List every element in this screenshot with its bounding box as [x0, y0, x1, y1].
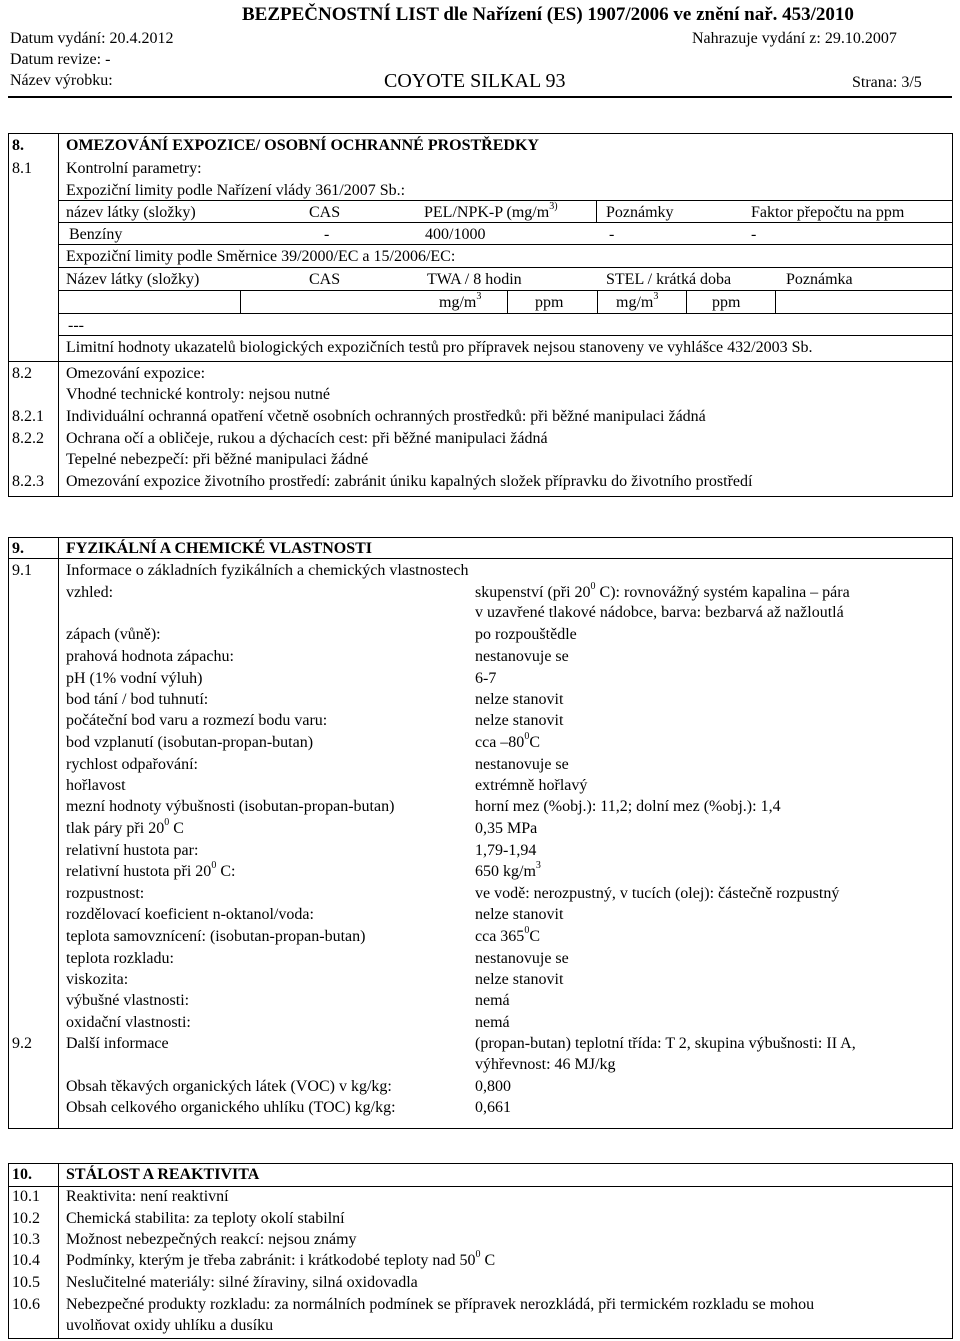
property-value: v uzavřené tlakové nádobce, barva: bezbarvá až nažloutlá: [475, 604, 844, 621]
individual-protection: Individuální ochranná opatření včetně osobních ochranných prostředků: při běžné manipulaci žádná: [66, 408, 706, 425]
property-value: nestanovuje se: [475, 756, 569, 773]
biological-limits-note: Limitní hodnoty ukazatelů biologických expozičních testů pro přípravek nejsou stanoveny ve vyhlášce 432/2003 Sb.: [66, 339, 813, 356]
property-value: 6-7: [475, 670, 497, 687]
table-cell-pel: 400/1000: [425, 226, 486, 243]
product-name: COYOTE SILKAL 93: [384, 70, 566, 92]
section-number: 8.: [12, 137, 24, 154]
subsection-number: 8.1: [12, 160, 32, 177]
other-info-value-cont: výhřevnost: 46 MJ/kg: [475, 1056, 616, 1073]
stability-item: Chemická stabilita: za teploty okolí stabilní: [66, 1210, 345, 1227]
property-value: nelze stanovit: [475, 712, 564, 729]
table-header-twa: TWA / 8 hodin: [427, 271, 522, 288]
property-label: prahová hodnota zápachu:: [66, 648, 234, 665]
page-number: Strana: 3/5: [852, 74, 922, 91]
property-label: bod vzplanutí (isobutan-propan-butan): [66, 734, 314, 751]
section-number: 9.: [12, 540, 24, 557]
property-label: rozdělovací koeficient n-oktanol/voda:: [66, 906, 314, 923]
property-label: oxidační vlastnosti:: [66, 1014, 191, 1031]
table-header-cas: CAS: [309, 204, 341, 221]
property-label: vzhled:: [66, 584, 114, 601]
thermal-hazard: Tepelné nebezpečí: při běžné manipulaci žádné: [66, 451, 369, 468]
voc-value: 0,800: [475, 1078, 511, 1095]
property-value: po rozpouštědle: [475, 626, 577, 643]
property-label: mezní hodnoty výbušnosti (isobutan-propan-butan): [66, 798, 395, 815]
properties-heading: Informace o základních fyzikálních a chemických vlastnostech: [66, 562, 469, 579]
subsection-number: 10.1: [12, 1188, 40, 1205]
property-value: 0,35 MPa: [475, 820, 538, 837]
table-header-notes: Poznámky: [606, 204, 674, 221]
eye-face-protection: Ochrana očí a obličeje, rukou a dýchacích cest: při běžné manipulaci žádná: [66, 430, 548, 447]
limits-cz-heading: Expoziční limity podle Nařízení vlády 361/2007 Sb.:: [66, 182, 406, 199]
property-label: rozpustnost:: [66, 885, 145, 902]
property-value: nelze stanovit: [475, 906, 564, 923]
subsection-number: 8.2: [12, 365, 32, 382]
table-cell-cas: -: [324, 226, 330, 243]
stability-item: Podmínky, kterým je třeba zabránit: i krátkodobé teploty nad $50^0$ C: [66, 1249, 496, 1269]
property-value: horní mez (%obj.): 11,2; dolní mez (%obj.): 1,4: [475, 798, 781, 815]
property-value: nelze stanovit: [475, 691, 564, 708]
subsection-number: 8.2.3: [12, 473, 44, 490]
property-value: skupenství (při $20^0$ C): rovnovážný systém kapalina – pára: [475, 581, 850, 601]
section-8-top-border: [8, 133, 952, 134]
stability-item: Nebezpečné produkty rozkladu: za normálních podmínek se přípravek nerozkládá, při termickém rozkladu se mohou: [66, 1296, 815, 1313]
property-value: cca $365^0C$: [475, 925, 540, 945]
document-title: BEZPEČNOSTNÍ LIST dle Nařízení (ES) 1907/2006 ve znění nař. 453/2010: [242, 4, 854, 25]
technical-controls: Vhodné technické kontroly: nejsou nutné: [66, 386, 330, 403]
unit-mg-stel: $mg/m^3$: [616, 291, 659, 311]
property-value: 1,79-1,94: [475, 842, 537, 859]
property-label: hořlavost: [66, 777, 126, 794]
property-value: extrémně hořlavý: [475, 777, 588, 794]
property-label: rychlost odpařování:: [66, 756, 198, 773]
subsection-number: 9.2: [12, 1035, 32, 1052]
table-header-stel: STEL / krátká doba: [606, 271, 732, 288]
property-label: počáteční bod varu a rozmezí bodu varu:: [66, 712, 328, 729]
other-info-label: Další informace: [66, 1035, 169, 1052]
stability-item: Neslučitelné materiály: silné žíraviny, silná oxidovadla: [66, 1274, 418, 1291]
unit-ppm-twa: ppm: [535, 294, 564, 311]
limits-eu-heading: Expoziční limity podle Směrnice 39/2000/EC a 15/2006/EC:: [66, 248, 456, 265]
property-value: 650 $kg/m^3$: [475, 860, 541, 880]
subsection-number: 10.2: [12, 1210, 40, 1227]
property-label: teplota samovznícení: (isobutan-propan-butan): [66, 928, 366, 945]
stability-item: Možnost nebezpečných reakcí: nejsou známy: [66, 1231, 357, 1248]
table-header-note: Poznámka: [786, 271, 853, 288]
property-value: nemá: [475, 1014, 510, 1031]
voc-label: Obsah těkavých organických látek (VOC) v kg/kg:: [66, 1078, 392, 1095]
stability-item: Reaktivita: není reaktivní: [66, 1188, 229, 1205]
property-value: ve vodě: nerozpustný, v tucích (olej): částečně rozpustný: [475, 885, 840, 902]
property-label: pH (1% vodní výluh): [66, 670, 203, 687]
subsection-number: 10.4: [12, 1252, 40, 1269]
property-label: viskozita:: [66, 971, 129, 988]
property-label: výbušné vlastnosti:: [66, 992, 190, 1009]
table-cell-name: Benzíny: [69, 226, 123, 243]
stability-item: uvolňovat oxidy uhlíku a dusíku: [66, 1317, 274, 1334]
table-header-pel: PEL/NPK-P ($mg/m^{3)}$: [424, 201, 558, 221]
control-parameters-heading: Kontrolní parametry:: [66, 160, 202, 177]
property-label: relativní hustota par:: [66, 842, 199, 859]
table-header-factor: Faktor přepočtu na ppm: [751, 204, 905, 221]
subsection-number: 8.2.2: [12, 430, 44, 447]
section-title: FYZIKÁLNÍ A CHEMICKÉ VLASTNOSTI: [66, 540, 372, 557]
property-value: nemá: [475, 992, 510, 1009]
table-empty-row: ---: [68, 317, 84, 334]
section-8-bottom-border: [8, 496, 952, 497]
toc-value: 0,661: [475, 1099, 511, 1116]
issue-date: Datum vydání: 20.4.2012: [10, 30, 174, 47]
section-title: STÁLOST A REAKTIVITA: [66, 1166, 260, 1183]
header-divider: [8, 96, 952, 98]
property-value: nelze stanovit: [475, 971, 564, 988]
property-label: tlak páry při $20^0$ C: [66, 817, 184, 837]
subsection-number: 8.2.1: [12, 408, 44, 425]
property-value: nestanovuje se: [475, 950, 569, 967]
section-number: 10.: [12, 1166, 32, 1183]
revision-date: Datum revize: -: [10, 51, 111, 68]
subsection-number: 9.1: [12, 562, 32, 579]
subsection-number: 10.3: [12, 1231, 40, 1248]
table-header-cas: CAS: [309, 271, 341, 288]
table-cell-factor: -: [751, 226, 757, 243]
environmental-exposure: Omezování expozice životního prostředí: zabránit úniku kapalných složek přípravku do životního prostředí: [66, 473, 753, 490]
table-cell-notes: -: [609, 226, 615, 243]
table-header-name: název látky (složky): [66, 204, 196, 221]
exposure-heading: Omezování expozice:: [66, 365, 206, 382]
product-label: Název výrobku:: [10, 72, 113, 89]
property-label: bod tání / bod tuhnutí:: [66, 691, 209, 708]
property-value: nestanovuje se: [475, 648, 569, 665]
other-info-value: (propan-butan) teplotní třída: T 2, skupina výbušnosti: II A,: [475, 1035, 856, 1052]
section-title: OMEZOVÁNÍ EXPOZICE/ OSOBNÍ OCHRANNÉ PROSTŘEDKY: [66, 137, 539, 154]
unit-ppm-stel: ppm: [712, 294, 741, 311]
unit-mg-twa: $mg/m^3$: [439, 291, 482, 311]
replaces-date: Nahrazuje vydání z: 29.10.2007: [692, 30, 897, 47]
toc-label: Obsah celkového organického uhlíku (TOC) kg/kg:: [66, 1099, 396, 1116]
table-header-name: Název látky (složky): [66, 271, 200, 288]
property-label: teplota rozkladu:: [66, 950, 174, 967]
subsection-number: 10.6: [12, 1296, 40, 1313]
property-label: relativní hustota při $20^0$ C:: [66, 860, 236, 880]
subsection-number: 10.5: [12, 1274, 40, 1291]
property-label: zápach (vůně):: [66, 626, 161, 643]
property-value: cca $-80^0C$: [475, 731, 540, 751]
